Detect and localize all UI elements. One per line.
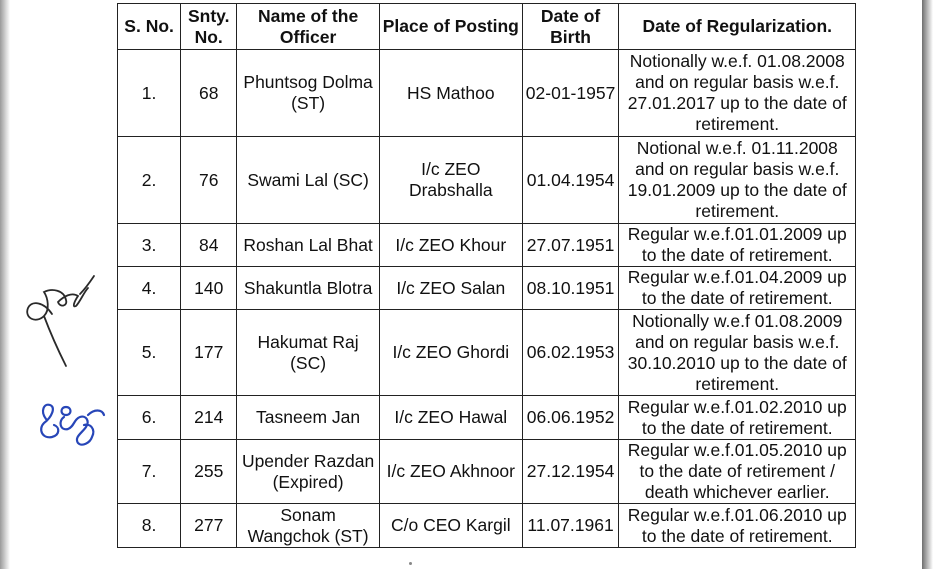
cell-place: I/c ZEO Salan [379, 267, 522, 310]
cell-snty: 255 [181, 440, 237, 504]
cell-dob: 27.07.1951 [522, 224, 619, 267]
header-sno: S. No. [118, 4, 181, 50]
cell-sno: 8. [118, 504, 181, 548]
cell-dob: 11.07.1961 [522, 504, 619, 548]
page-edge-shadow [922, 0, 933, 569]
cell-snty: 277 [181, 504, 237, 548]
cell-place: I/c ZEO Drabshalla [379, 137, 522, 224]
signature-black [14, 262, 104, 372]
cell-dob: 02-01-1957 [522, 50, 619, 137]
cell-regularization: Notional w.e.f. 01.11.2008 and on regular basis w.e.f. 19.01.2009 up to the date of retirement. [619, 137, 856, 224]
cell-name: Phuntsog Dolma (ST) [237, 50, 380, 137]
cell-dob: 06.06.1952 [522, 396, 619, 440]
table-row [118, 50, 856, 137]
cell-regularization: Notionally w.e.f 01.08.2009 and on regular basis w.e.f. 30.10.2010 up to the date of retirement. [619, 310, 856, 396]
cell-place: I/c ZEO Ghordi [379, 310, 522, 396]
cell-place: I/c ZEO Akhnoor [379, 440, 522, 504]
cell-sno: 1. [118, 50, 181, 137]
cell-regularization: Regular w.e.f.01.04.2009 up to the date of retirement. [619, 267, 856, 310]
cell-snty: 68 [181, 50, 237, 137]
cell-snty: 84 [181, 224, 237, 267]
header-snty: Snty. No. [181, 4, 237, 50]
table-row [118, 396, 856, 440]
cell-dob: 06.02.1953 [522, 310, 619, 396]
cell-regularization: Regular w.e.f.01.06.2010 up to the date of retirement. [619, 504, 856, 548]
cell-place: HS Mathoo [379, 50, 522, 137]
cell-sno: 3. [118, 224, 181, 267]
table-row [118, 267, 856, 310]
cell-regularization: Regular w.e.f.01.05.2010 up to the date of retirement / death whichever earlier. [619, 440, 856, 504]
cell-sno: 4. [118, 267, 181, 310]
cell-place: I/c ZEO Khour [379, 224, 522, 267]
cell-snty: 177 [181, 310, 237, 396]
cell-snty: 76 [181, 137, 237, 224]
cell-dob: 01.04.1954 [522, 137, 619, 224]
table-row [118, 504, 856, 548]
cell-regularization: Regular w.e.f.01.02.2010 up to the date of retirement. [619, 396, 856, 440]
cell-place: C/o CEO Kargil [379, 504, 522, 548]
cell-regularization: Regular w.e.f.01.01.2009 up to the date of retirement. [619, 224, 856, 267]
cell-sno: 6. [118, 396, 181, 440]
page-edge-left [0, 0, 10, 569]
table-header-row [118, 4, 856, 50]
cell-name: Tasneem Jan [237, 396, 380, 440]
header-regularization: Date of Regularization. [619, 4, 856, 50]
cell-snty: 140 [181, 267, 237, 310]
cell-name: Upender Razdan (Expired) [237, 440, 380, 504]
cell-regularization: Notionally w.e.f. 01.08.2008 and on regular basis w.e.f. 27.01.2017 up to the date of retirement. [619, 50, 856, 137]
cell-name: Hakumat Raj (SC) [237, 310, 380, 396]
stray-mark [409, 562, 412, 565]
cell-sno: 7. [118, 440, 181, 504]
table-row [118, 310, 856, 396]
header-name: Name of the Officer [237, 4, 380, 50]
cell-snty: 214 [181, 396, 237, 440]
cell-dob: 08.10.1951 [522, 267, 619, 310]
cell-sno: 5. [118, 310, 181, 396]
regularization-table [117, 3, 856, 548]
header-place: Place of Posting [379, 4, 522, 50]
cell-sno: 2. [118, 137, 181, 224]
table-row [118, 137, 856, 224]
cell-name: Swami Lal (SC) [237, 137, 380, 224]
signature-blue [30, 395, 120, 455]
table-row [118, 224, 856, 267]
cell-name: Roshan Lal Bhat [237, 224, 380, 267]
header-dob: Date of Birth [522, 4, 619, 50]
cell-name: Shakuntla Blotra [237, 267, 380, 310]
cell-name: Sonam Wangchok (ST) [237, 504, 380, 548]
cell-place: I/c ZEO Hawal [379, 396, 522, 440]
cell-dob: 27.12.1954 [522, 440, 619, 504]
table-row [118, 440, 856, 504]
